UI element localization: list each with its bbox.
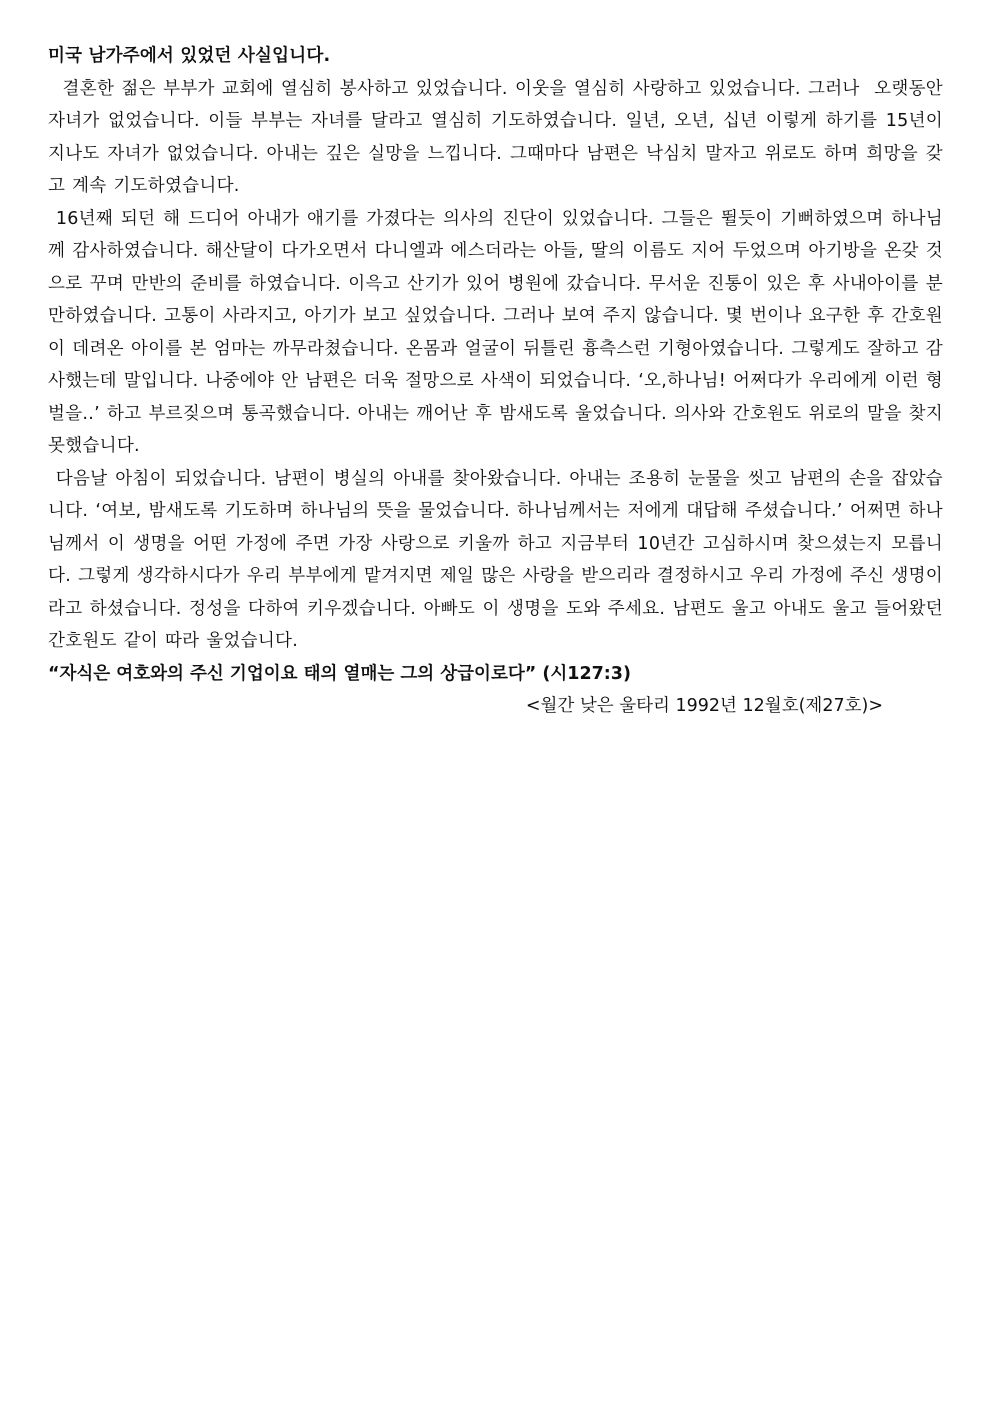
document-title: 미국 남가주에서 있었던 사실입니다.	[48, 46, 331, 66]
bible-quote: “자식은 여호와의 주신 기업이요 태의 열매는 그의 상급이로다” (시127:3)	[48, 663, 631, 684]
source-citation: <월간 낮은 울타리 1992년 12월호(제27호)>	[525, 696, 883, 716]
paragraph-3: 다음날 아침이 되었습니다. 남편이 병실의 아내를 찾아왔습니다. 아내는 조용히 눈물을 씻고 남편의 손을 잡았습니다. ‘여보, 밤새도록 기도하며 하나님의 뜻을 물었습니다. 하나님께서는 저에게 대답해 주셨습니다.’ 어쩌면 하나님께서 이 생명을 어떤 가정에 주면 가장 사랑으로 키울까 하고 지금부터 10년간 고심하시며 찾으셨는지 모릅니다. 그렇게 생각하시다가 우리 부부에게 맡겨지면 제일 많은 사랑을 받으리라 결정하시고 우리 가정에 주신 생명이라고 하셨습니다. 정성을 다하여 키우겠습니다. 아빠도 이 생명을 도와 주세요. 남편도 울고 아내도 울고 들어왔던 간호원도 같이 따라 울었습니다.	[48, 468, 950, 651]
paragraph-2: 16년째 되던 해 드디어 아내가 애기를 가졌다는 의사의 진단이 있었습니다. 그들은 뛸듯이 기뻐하였으며 하나님께 감사하였습니다. 해산달이 다가오면서 다니엘과 에스더라는 아들, 딸의 이름도 지어 두었으며 아기방을 온갖 것으로 꾸며 만반의 준비를 하였습니다. 이윽고 산기가 있어 병원에 갔습니다. 무서운 진통이 있은 후 사내아이를 분만하였습니다. 고통이 사라지고, 아기가 보고 싶었습니다. 그러나 보여 주지 않습니다. 몇 번이나 요구한 후 간호원이 데려온 아이를 본 엄마는 까무라쳤습니다. 온몸과 얼굴이 뒤틀린 흉측스런 기형아였습니다. 그렇게도 잘하고 감사했는데 말입니다. 나중에야 안 남편은 더욱 절망으로 사색이 되었습니다. ‘오,하나님! 어쩌다가 우리에게 이런 형벌을..’ 하고 부르짖으며 통곡했습니다. 아내는 깨어난 후 밤새도록 울었습니다. 의사와 간호원도 위로의 말을 찾지 못했습니다.	[48, 208, 950, 456]
paragraph-1: 결혼한 젊은 부부가 교회에 열심히 봉사하고 있었습니다. 이웃을 열심히 사랑하고 있었습니다. 그러나 오랫동안 자녀가 없었습니다. 이들 부부는 자녀를 달라고 열심히 기도하였습니다. 일년, 오년, 십년 이렇게 하기를 15년이 지나도 자녀가 없었습니다. 아내는 깊은 실망을 느낍니다. 그때마다 남편은 낙심치 말자고 위로도 하며 희망을 갖고 계속 기도하였습니다.	[48, 78, 950, 196]
document-body	[48, 40, 950, 723]
